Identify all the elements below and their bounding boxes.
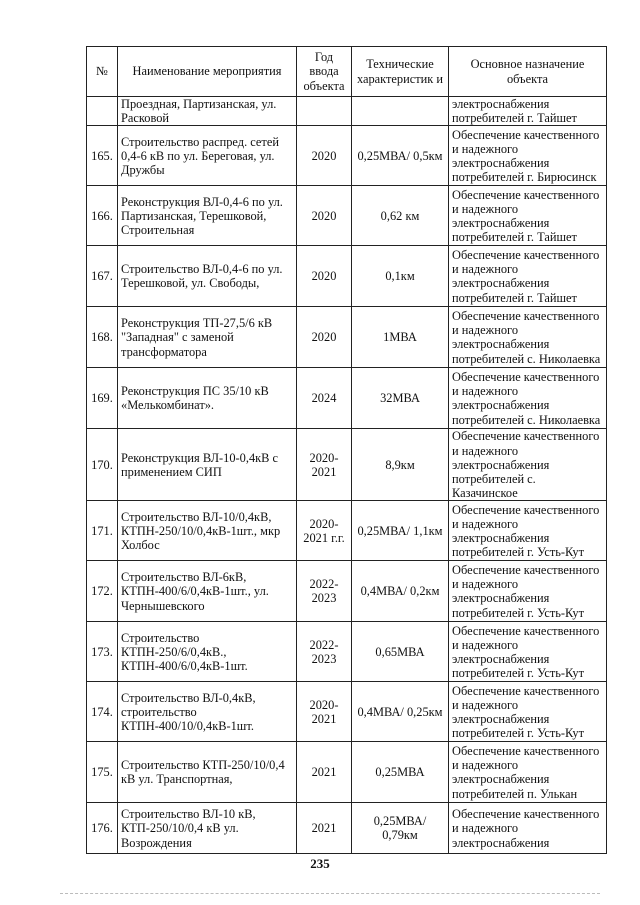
measure-name: Реконструкция ПС 35/10 кВ «Мелькомбинат». (118, 368, 297, 429)
commission-year: 2021 (297, 803, 352, 854)
purpose: электроснабжения потребителей г. Тайшет (449, 97, 607, 126)
purpose: Обеспечение качественного и надежного электроснабжения потребителей с. Николаевка (449, 307, 607, 368)
commission-year: 2020 (297, 307, 352, 368)
purpose: Обеспечение качественного и надежного электроснабжения потребителей г. Усть-Кут (449, 501, 607, 561)
measure-name: Строительство распред. сетей 0,4-6 кВ по ул. Береговая, ул. Дружбы (118, 126, 297, 186)
table-row (87, 186, 607, 246)
purpose: Обеспечение качественного и надежного электроснабжения потребителей с. Казачинское (449, 429, 607, 501)
row-number: 170. (87, 429, 118, 501)
technical-specs: 0,1км (352, 246, 449, 307)
technical-specs (352, 97, 449, 126)
row-number: 173. (87, 622, 118, 682)
row-number: 174. (87, 682, 118, 742)
measure-name: Реконструкция ТП-27,5/6 кВ "Западная" с заменой трансформатора (118, 307, 297, 368)
commission-year: 2020-2021 (297, 682, 352, 742)
technical-specs: 0,65МВА (352, 622, 449, 682)
technical-specs: 1МВА (352, 307, 449, 368)
table-row (87, 742, 607, 803)
table-row (87, 307, 607, 368)
technical-specs: 0,62 км (352, 186, 449, 246)
table-row (87, 622, 607, 682)
purpose: Обеспечение качественного и надежного электроснабжения потребителей п. Улькан (449, 742, 607, 803)
technical-specs: 8,9км (352, 429, 449, 501)
header-year: Год ввода объекта (297, 47, 352, 97)
table-row (87, 682, 607, 742)
measure-name: Строительство ВЛ-0,4-6 по ул. Терешковой, ул. Свободы, (118, 246, 297, 307)
technical-specs: 32МВА (352, 368, 449, 429)
measure-name: Проездная, Партизанская, ул. Расковой (118, 97, 297, 126)
commission-year: 2020-2021 г.г. (297, 501, 352, 561)
purpose: Обеспечение качественного и надежного электроснабжения (449, 803, 607, 854)
purpose: Обеспечение качественного и надежного электроснабжения потребителей г. Тайшет (449, 246, 607, 307)
commission-year: 2020 (297, 186, 352, 246)
table-row (87, 501, 607, 561)
measure-name: Реконструкция ВЛ-10-0,4кВ с применением СИП (118, 429, 297, 501)
table-row (87, 368, 607, 429)
measure-name: Строительство ВЛ-0,4кВ, строительство КТПН-400/10/0,4кВ-1шт. (118, 682, 297, 742)
table-row (87, 561, 607, 622)
measures-table (86, 46, 607, 854)
measure-name: Реконструкция ВЛ-0,4-6 по ул. Партизанская, Терешковой, Строительная (118, 186, 297, 246)
commission-year: 2020 (297, 246, 352, 307)
row-number: 166. (87, 186, 118, 246)
technical-specs: 0,25МВА/ 1,1км (352, 501, 449, 561)
technical-specs: 0,4МВА/ 0,2км (352, 561, 449, 622)
table-body (87, 97, 607, 854)
table-row (87, 126, 607, 186)
header-name: Наименование мероприятия (118, 47, 297, 97)
measure-name: Строительство ВЛ-10 кВ, КТП-250/10/0,4 кВ ул. Возрождения (118, 803, 297, 854)
commission-year: 2020-2021 (297, 429, 352, 501)
purpose: Обеспечение качественного и надежного электроснабжения потребителей с. Николаевка (449, 368, 607, 429)
commission-year: 2021 (297, 742, 352, 803)
commission-year: 2020 (297, 126, 352, 186)
technical-specs: 0,25МВА (352, 742, 449, 803)
row-number: 168. (87, 307, 118, 368)
row-number: 176. (87, 803, 118, 854)
technical-specs: 0,25МВА/ 0,79км (352, 803, 449, 854)
purpose: Обеспечение качественного и надежного электроснабжения потребителей г. Бирюсинск (449, 126, 607, 186)
measure-name: Строительство ВЛ-6кВ, КТПН-400/6/0,4кВ-1шт., ул. Чернышевского (118, 561, 297, 622)
commission-year: 2024 (297, 368, 352, 429)
technical-specs: 0,4МВА/ 0,25км (352, 682, 449, 742)
row-number: 167. (87, 246, 118, 307)
row-number: 172. (87, 561, 118, 622)
commission-year: 2022-2023 (297, 561, 352, 622)
scan-edge-line (60, 893, 600, 894)
purpose: Обеспечение качественного и надежного электроснабжения потребителей г. Усть-Кут (449, 622, 607, 682)
table-row (87, 429, 607, 501)
purpose: Обеспечение качественного и надежного электроснабжения потребителей г. Усть-Кут (449, 561, 607, 622)
page-number: 235 (310, 856, 330, 871)
row-number: 171. (87, 501, 118, 561)
row-number: 175. (87, 742, 118, 803)
technical-specs: 0,25МВА/ 0,5км (352, 126, 449, 186)
header-spec: Технические характеристик и (352, 47, 449, 97)
table-row (87, 97, 607, 126)
table-row (87, 246, 607, 307)
commission-year: 2022-2023 (297, 622, 352, 682)
table-header-row (87, 47, 607, 97)
purpose: Обеспечение качественного и надежного электроснабжения потребителей г. Усть-Кут (449, 682, 607, 742)
row-number: 165. (87, 126, 118, 186)
table-row (87, 803, 607, 854)
measure-name: Строительство КТП-250/10/0,4 кВ ул. Транспортная, (118, 742, 297, 803)
commission-year (297, 97, 352, 126)
header-num: № (87, 47, 118, 97)
measure-name: Строительство ВЛ-10/0,4кВ, КТПН-250/10/0,4кВ-1шт., мкр Холбос (118, 501, 297, 561)
measure-name: Строительство КТПН-250/6/0,4кВ., КТПН-400/6/0,4кВ-1шт. (118, 622, 297, 682)
header-purpose: Основное назначение объекта (449, 47, 607, 97)
row-number (87, 97, 118, 126)
row-number: 169. (87, 368, 118, 429)
purpose: Обеспечение качественного и надежного электроснабжения потребителей г. Тайшет (449, 186, 607, 246)
